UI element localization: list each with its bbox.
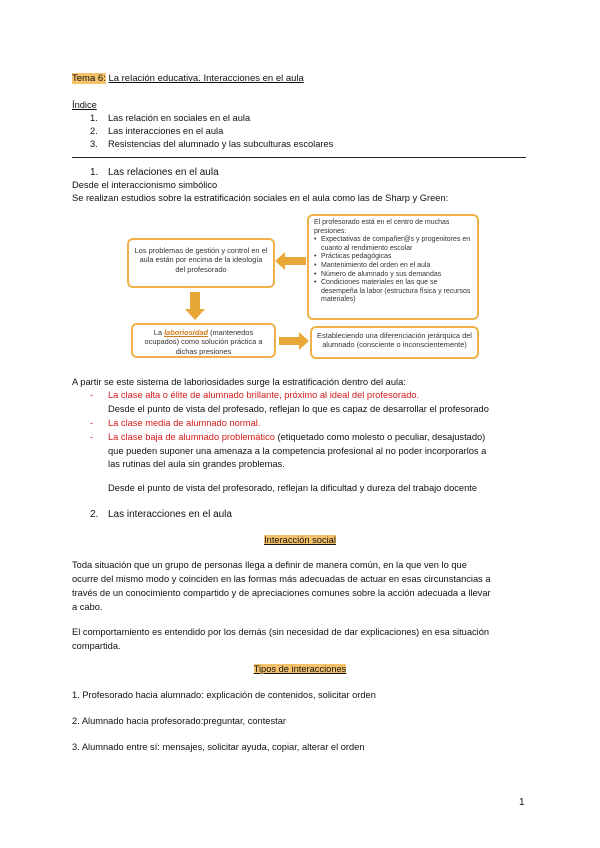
pressure-item: • Prácticas pedagógicas xyxy=(314,253,472,262)
bullet-dash: - xyxy=(90,432,94,442)
types-title-wrap xyxy=(0,664,600,674)
section1-line2: Se realizan estudios sobre la estratificación sociales en el aula como las de Sharp y Green: xyxy=(72,193,449,203)
diagram-box-hierarchy: Estableciendo una diferenciación jerárquica del alumnado (consciente o inconscientemente) xyxy=(310,326,479,359)
arrow-down-icon xyxy=(185,292,205,320)
diagram-box-pressures xyxy=(307,214,479,320)
index-item-text: Resistencias del alumnado y las subculturas escolares xyxy=(108,139,334,149)
page-number: 1 xyxy=(519,797,525,808)
para2-line: El comportamiento es entendido por los demás (sin necesidad de dar explicaciones) en esa situación xyxy=(72,627,490,637)
para2-line: compartida. xyxy=(72,641,121,651)
interaction-type: 2. Alumnado hacia profesorado:preguntar, contestar xyxy=(72,716,286,726)
section1-heading-text: Las relaciones en el aula xyxy=(108,167,219,178)
pressure-item: • Expectativas de compañer@s y progenitores en cuanto al rendimiento escolar xyxy=(314,236,472,253)
interaction-type: 1. Profesorado hacia alumnado: explicación de contenidos, solicitar orden xyxy=(72,690,376,700)
section1-line1: Desde el interaccionismo simbólico xyxy=(72,180,218,190)
types-title: Tipos de interacciones xyxy=(253,664,347,674)
tema-title: La relación educativa. Interacciones en el aula xyxy=(108,73,304,84)
strata-baja-rest: (etiquetado como molesto o peculiar, desajustado) xyxy=(274,432,486,442)
index-item xyxy=(90,126,223,136)
strata-media: La clase media de alumnado normal. xyxy=(108,418,261,428)
section1-num: 1. xyxy=(90,167,99,178)
strata-alta-note: Desde el punto de vista del profesado, reflejan lo que es capaz de desarrollar el profesorado xyxy=(108,404,489,414)
section1-heading xyxy=(90,167,219,178)
para1-line: ocurre del mismo modo y coinciden en las formas más adecuadas de actuar en esas circunstancias a xyxy=(72,574,491,584)
diagram-box-problems: Los problemas de gestión y control en el aula están por encima de la ideología del profesorado xyxy=(127,238,275,288)
social-interaction-title-wrap xyxy=(0,535,600,545)
index-item xyxy=(90,113,250,123)
para1-line: través de un conocimiento compartido y de apreciaciones comunes sobre la acción adecuada a llevar xyxy=(72,588,491,598)
index-item-text: Las relación en sociales en el aula xyxy=(108,113,251,123)
pressure-item: • Condiciones materiales en las que se desempeña la labor (estructura física y recursos materiales) xyxy=(314,279,472,305)
para1-line: a cabo. xyxy=(72,602,103,612)
bullet-dash: - xyxy=(90,390,94,400)
document-title xyxy=(72,73,304,84)
bullet-dash: - xyxy=(90,418,94,428)
laboriosity-pre: La xyxy=(153,328,165,337)
index-title: Índice xyxy=(72,100,97,110)
index-item-text: Las interacciones en el aula xyxy=(108,126,224,136)
social-interaction-title: Interacción social xyxy=(264,535,336,545)
laboriosity-diagram xyxy=(127,214,479,359)
arrow-left-icon xyxy=(275,252,307,270)
strata-baja-line3: las rutinas del aula sin grandes problemas. xyxy=(108,459,285,469)
index-item-num: 2. xyxy=(90,126,98,136)
index-item-num: 1. xyxy=(90,113,98,123)
index-item-num: 3. xyxy=(90,139,98,149)
strata-intro: A partir se este sistema de laboriosidades surge la estratificación dentro del aula: xyxy=(72,377,406,387)
pressure-item: • Número de alumnado y sus demandas xyxy=(314,271,472,280)
interaction-type: 3. Alumnado entre sí: mensajes, solicitar ayuda, copiar, alterar el orden xyxy=(72,742,365,752)
divider xyxy=(72,157,526,158)
strata-baja-red: La clase baja de alumnado problemático xyxy=(108,432,275,442)
index-item xyxy=(90,139,333,149)
laboriosity-term: laboriosidad xyxy=(164,328,209,337)
strata-baja-line2: que pueden suponer una amenaza a la competencia profesional al no poder incorporarlos a xyxy=(108,446,487,456)
diagram-box-laboriosity xyxy=(131,323,276,358)
tema-label: Tema 6: xyxy=(72,73,106,84)
pressure-item: • Mantenimiento del orden en el aula xyxy=(314,262,472,271)
section2-heading-text: Las interacciones en el aula xyxy=(108,509,232,520)
strata-baja xyxy=(108,432,485,442)
para1-line: Toda situación que un grupo de personas llega a definir de manera común, en la que ven lo que xyxy=(72,560,467,570)
strata-baja-note: Desde el punto de vista del profesorado, reflejan la dificultad y dureza del trabajo docente xyxy=(108,483,478,493)
laboriosity-post: (mantenedos ocupados) como solución práctica a dichas presiones xyxy=(144,328,263,356)
pressures-title: El profesorado está en el centro de muchas presiones: xyxy=(314,219,450,235)
strata-alta: La clase alta o élite de alumnado brillante, próximo al ideal del profesorado. xyxy=(108,390,420,400)
section2-heading xyxy=(90,509,232,520)
section2-num: 2. xyxy=(90,509,99,520)
pressures-list xyxy=(314,236,472,305)
arrow-right-icon xyxy=(279,332,309,350)
